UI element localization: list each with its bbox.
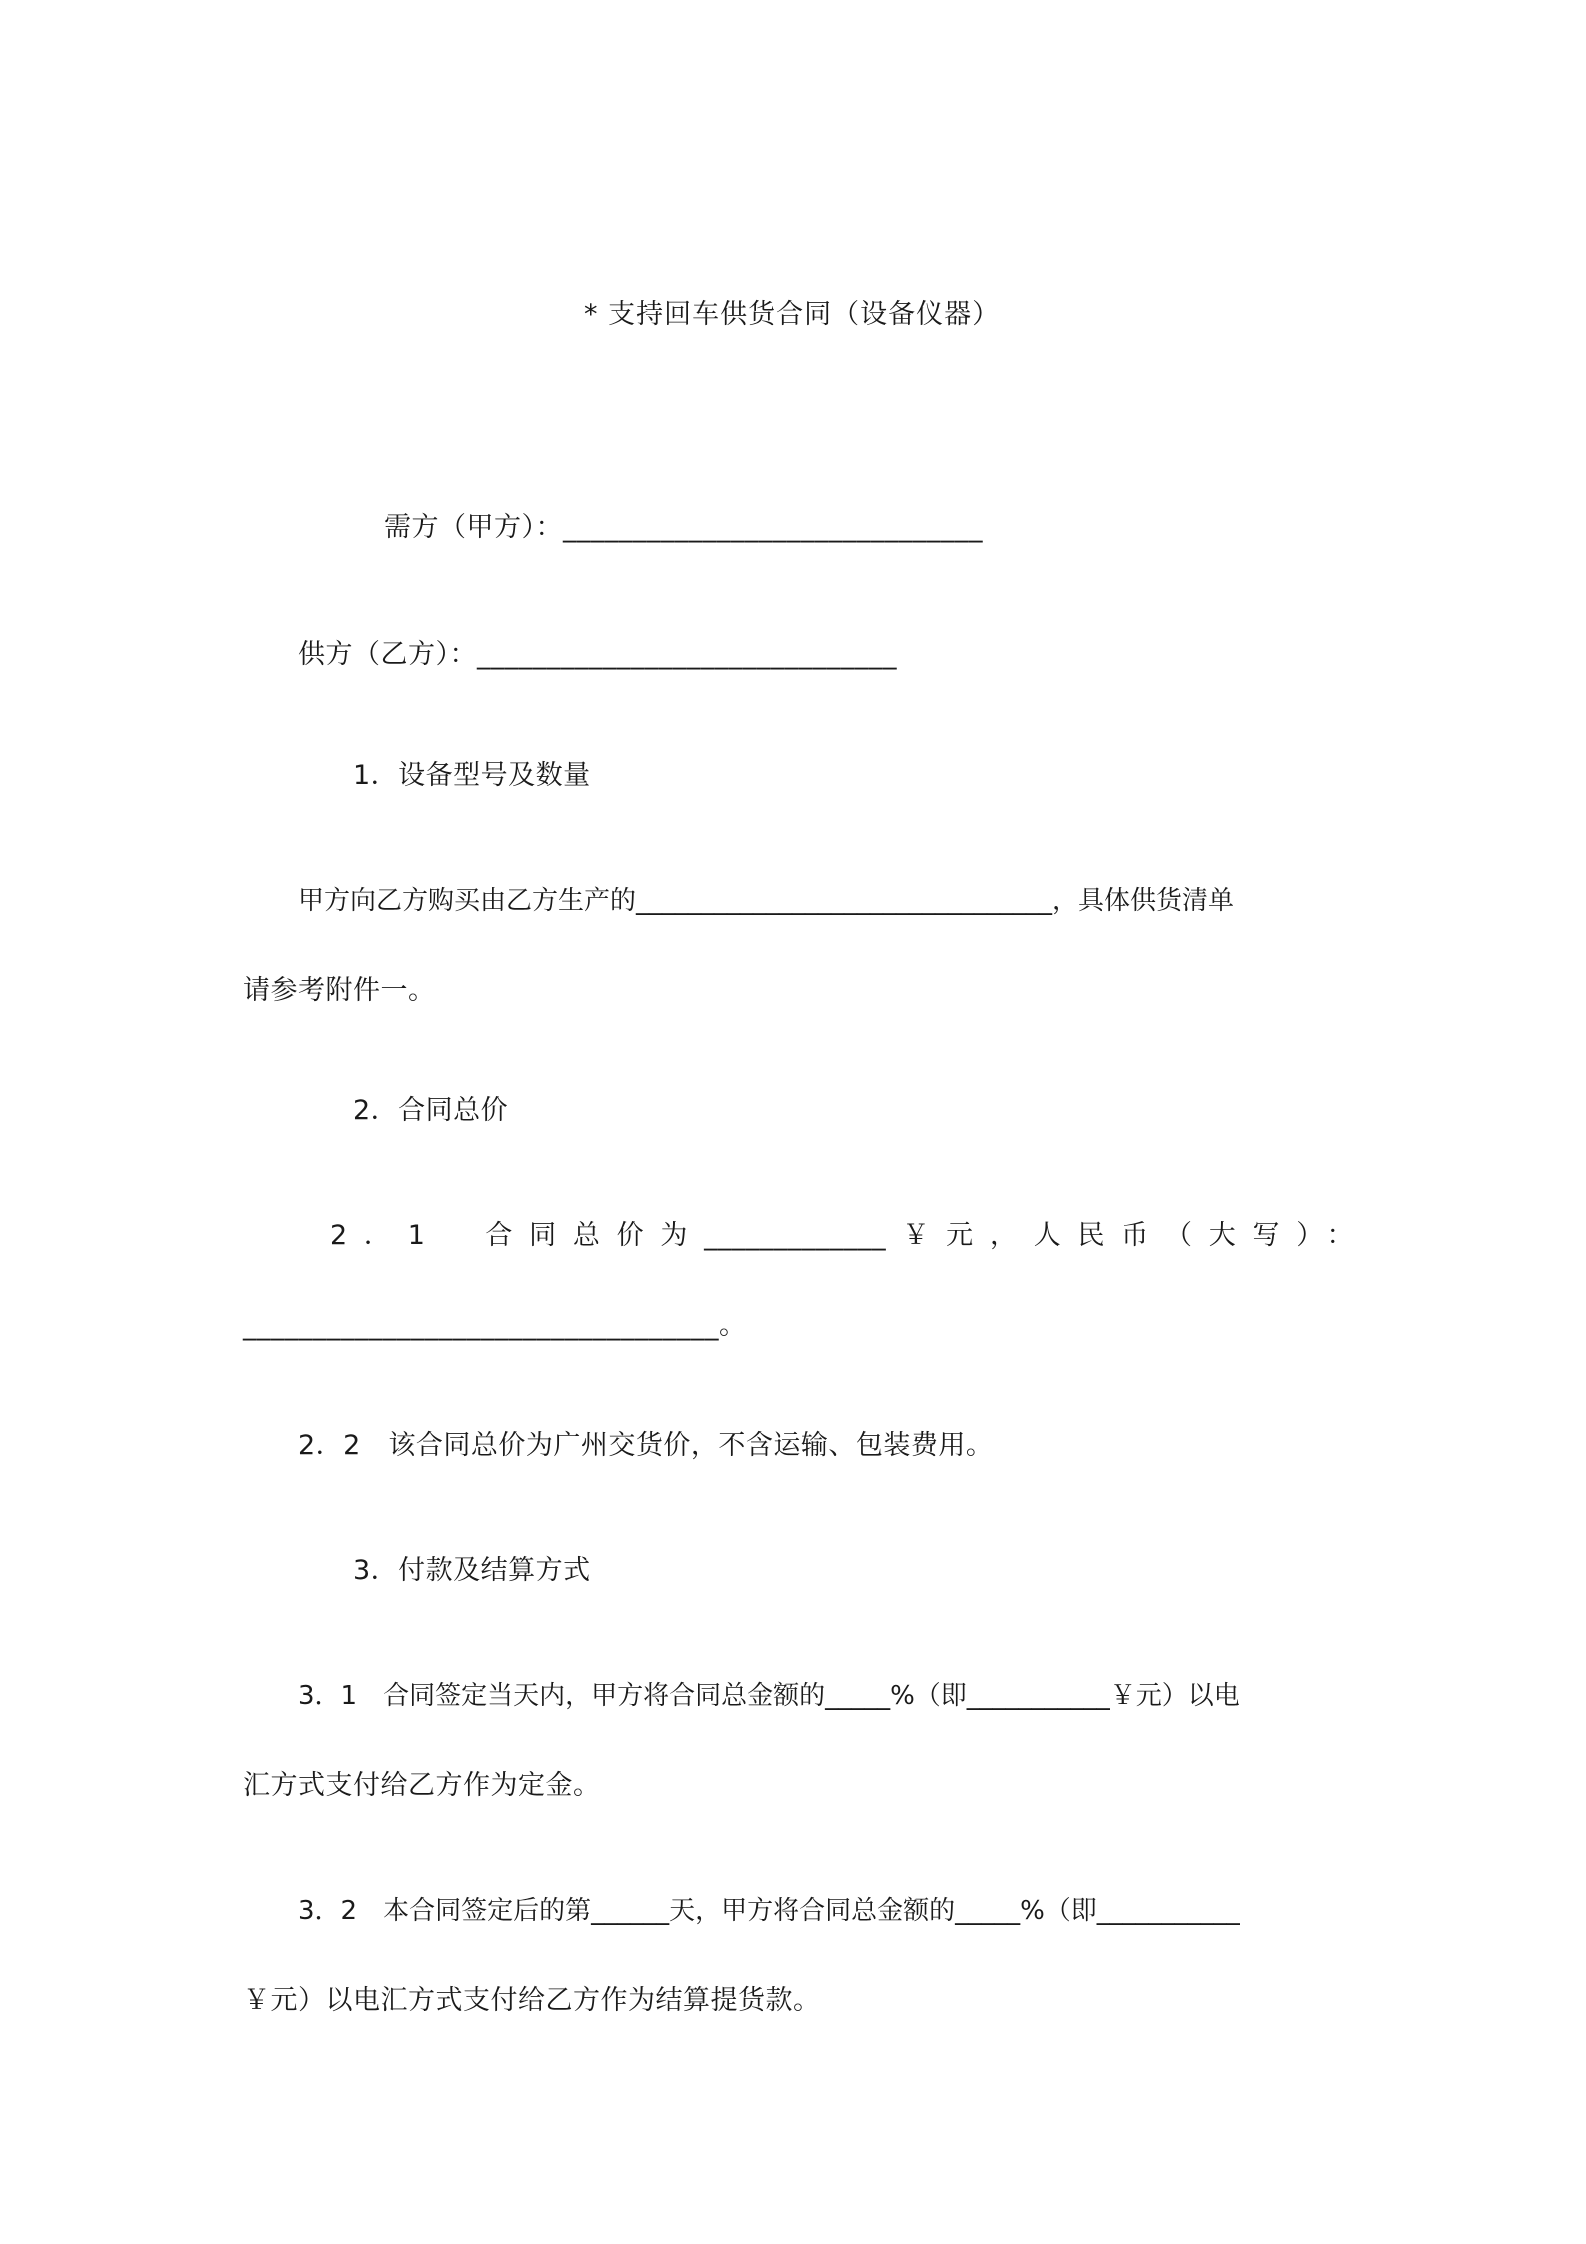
section-3-2-line-2: ￥元）以电汇方式支付给乙方作为结算提货款。	[243, 1985, 821, 2016]
section-1-paragraph-line-2: 请参考附件一。	[243, 975, 436, 1006]
section-2-heading: 2．合同总价	[353, 1095, 509, 1126]
section-2-1-line-2: __________________________________。	[243, 1310, 747, 1341]
section-1-paragraph-line-1: 甲方向乙方购买由乙方生产的________________________________，具体供货清单	[298, 886, 1235, 916]
section-3-1-line-2: 汇方式支付给乙方作为定金。	[243, 1770, 601, 1801]
party-a-line: 需方（甲方）：______________________________	[384, 512, 983, 543]
document-title: * 支持回车供货合同（设备仪器）	[584, 299, 1001, 330]
section-3-heading: 3．付款及结算方式	[353, 1555, 591, 1586]
section-1-heading: 1．设备型号及数量	[353, 760, 591, 791]
section-2-1-line-1: 2．1 合同总价为_____________￥元，人民币（大写）：	[330, 1220, 1354, 1251]
section-2-2-line: 2．2 该合同总价为广州交货价，不含运输、包装费用。	[298, 1430, 994, 1461]
section-3-1-line-1: 3．1 合同签定当天内，甲方将合同总金额的_____%（即___________￥元）以电	[298, 1681, 1240, 1711]
party-b-line: 供方（乙方）：______________________________	[298, 639, 897, 670]
section-3-2-line-1: 3．2 本合同签定后的第______天，甲方将合同总金额的_____%（即___________	[298, 1896, 1240, 1926]
